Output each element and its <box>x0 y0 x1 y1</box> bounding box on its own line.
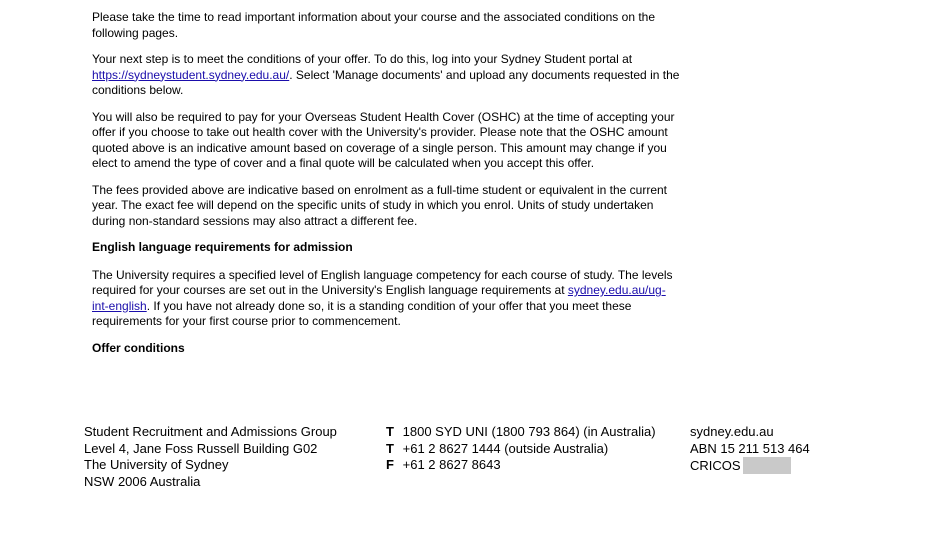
contact-text: +61 2 8627 1444 (outside Australia) <box>402 440 609 456</box>
footer-contacts <box>386 424 656 474</box>
contact-text: +61 2 8627 8643 <box>402 457 501 472</box>
english-text-end: . If you have not already done so, it is a standing condition of your offer that you meet these requirements for your first course prior to commencement. <box>92 298 632 328</box>
next-step-paragraph <box>92 52 682 99</box>
contact-prefix: T <box>386 424 394 439</box>
contact-line-fax <box>386 457 656 474</box>
english-text: The University requires a specified level of English language competency for each course of study. The levels required for your courses are set out in the University's English language requirements at <box>92 267 673 297</box>
website-text: sydney.edu.au <box>690 424 774 439</box>
address-line: The University of Sydney <box>84 457 229 472</box>
contact-line-phone-intl <box>386 441 656 458</box>
footer-address <box>84 424 337 490</box>
next-step-text-end: . Select 'Manage documents' and upload any documents requested in the conditions below. <box>92 67 680 97</box>
letter-body <box>92 10 682 368</box>
offer-conditions-heading: Offer conditions <box>92 340 185 355</box>
redacted-block <box>743 457 791 474</box>
contact-prefix: F <box>386 457 394 472</box>
sydney-student-link[interactable]: https://sydneystudent.sydney.edu.au/ <box>92 67 290 82</box>
abn-text: ABN 15 211 513 464 <box>690 440 810 456</box>
address-line: Level 4, Jane Foss Russell Building G02 <box>84 440 318 456</box>
next-step-text: Your next step is to meet the conditions of your offer. To do this, log into your Sydney Student portal at <box>92 52 633 66</box>
footer-identifiers <box>690 424 810 475</box>
cricos-line <box>690 457 810 475</box>
oshc-paragraph: You will also be required to pay for your Overseas Student Health Cover (OSHC) at the time of accepting your offer if you choose to take out health cover with the University's provider. Please note that the OSHC amount quoted above is an indicative amount based on coverage of a single person. This amount may change if you elect to amend the type of cover and a final quote will be calculated when you accept this offer. <box>92 109 675 170</box>
contact-line-phone-local <box>386 424 656 441</box>
cricos-label: CRICOS <box>690 458 741 473</box>
intro-paragraph: Please take the time to read important information about your course and the associated conditions on the following pages. <box>92 10 656 40</box>
english-requirements-link[interactable]: sydney.edu.au/ug-int-english <box>92 283 666 313</box>
english-requirements-heading: English language requirements for admission <box>92 240 353 254</box>
contact-text: 1800 SYD UNI (1800 793 864) (in Australia) <box>402 424 656 439</box>
address-line: NSW 2006 Australia <box>84 473 201 489</box>
address-line: Student Recruitment and Admissions Group <box>84 424 337 439</box>
fees-paragraph: The fees provided above are indicative based on enrolment as a full-time student or equivalent in the current year. The exact fee will depend on the specific units of study in which you enrol. Units of study undertaken during non-standard sessions may also attract a different fee. <box>92 182 668 228</box>
english-paragraph <box>92 268 682 330</box>
contact-prefix: T <box>386 440 394 456</box>
